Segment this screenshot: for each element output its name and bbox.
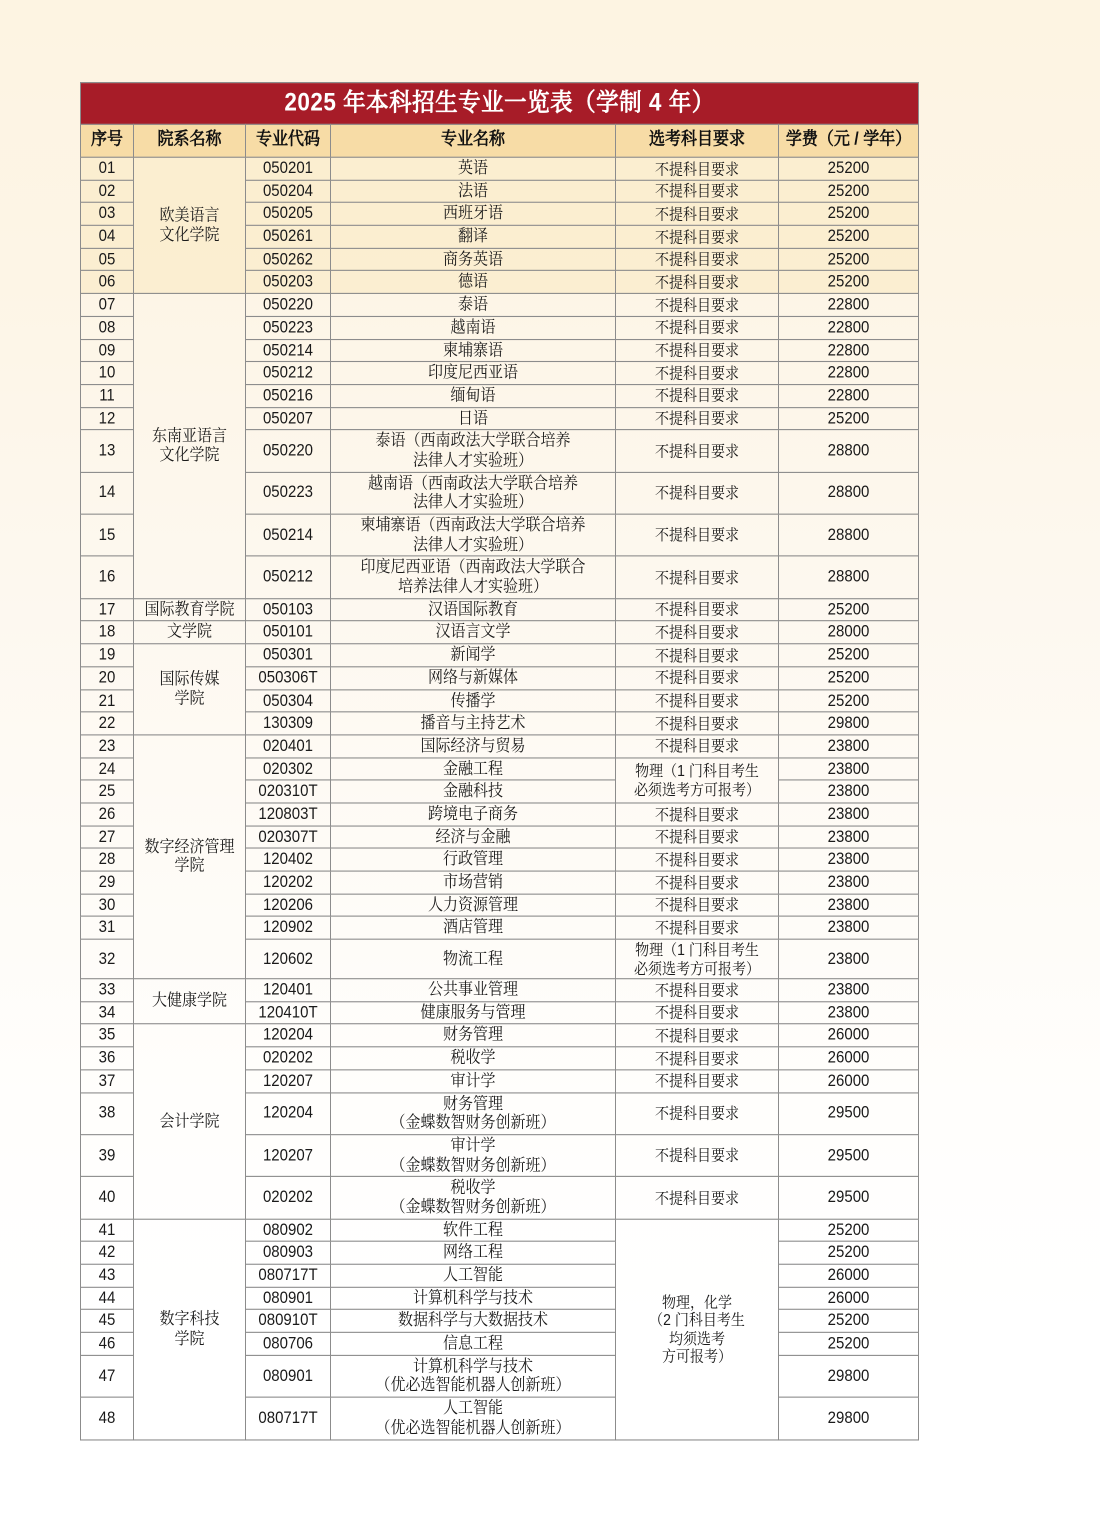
cell-tuition: 23800	[779, 735, 919, 758]
cell-major-code: 080903	[246, 1242, 331, 1265]
cell-tuition: 23800	[779, 1002, 919, 1025]
cell-tuition: 25200	[779, 689, 919, 712]
cell-tuition: 23800	[779, 848, 919, 871]
table-row	[81, 644, 919, 667]
cell-seq: 18	[81, 621, 134, 644]
cell-major-name: 跨境电子商务	[331, 803, 616, 826]
cell-subject-requirement: 物理（1 门科目考生 必须选考方可报考）	[616, 939, 779, 979]
cell-major-name: 财务管理 （金蝶数智财务创新班）	[331, 1092, 616, 1134]
cell-major-code: 120206	[246, 894, 331, 917]
cell-major-name: 缅甸语	[331, 384, 616, 407]
cell-subject-requirement: 不提科目要求	[616, 316, 779, 339]
cell-tuition: 25200	[779, 1219, 919, 1242]
cell-major-name: 柬埔寨语（西南政法大学联合培养 法律人才实验班）	[331, 514, 616, 556]
cell-seq: 13	[81, 430, 134, 472]
cell-subject-requirement: 不提科目要求	[616, 294, 779, 317]
cell-seq: 39	[81, 1135, 134, 1177]
cell-seq: 08	[81, 316, 134, 339]
cell-tuition: 25200	[779, 203, 919, 226]
cell-seq: 14	[81, 472, 134, 514]
cell-major-code: 050220	[246, 430, 331, 472]
cell-seq: 40	[81, 1177, 134, 1219]
cell-subject-requirement: 不提科目要求	[616, 1177, 779, 1219]
cell-seq: 35	[81, 1024, 134, 1047]
cell-major-name: 数据科学与大数据技术	[331, 1310, 616, 1333]
cell-seq: 22	[81, 712, 134, 735]
cell-seq: 30	[81, 894, 134, 917]
cell-subject-requirement: 不提科目要求	[616, 712, 779, 735]
cell-major-code: 020401	[246, 735, 331, 758]
cell-seq: 19	[81, 644, 134, 667]
cell-subject-requirement: 不提科目要求	[616, 407, 779, 430]
cell-seq: 38	[81, 1092, 134, 1134]
cell-seq: 36	[81, 1047, 134, 1070]
table-body	[81, 157, 919, 1439]
cell-tuition: 29500	[779, 1135, 919, 1177]
cell-major-name: 行政管理	[331, 848, 616, 871]
cell-major-name: 财务管理	[331, 1024, 616, 1047]
cell-major-name: 德语	[331, 271, 616, 294]
cell-major-name: 税收学	[331, 1047, 616, 1070]
cell-major-code: 050214	[246, 514, 331, 556]
table-head	[81, 83, 919, 158]
cell-department: 会计学院	[134, 1024, 246, 1219]
cell-subject-requirement: 不提科目要求	[616, 339, 779, 362]
cell-subject-requirement: 不提科目要求	[616, 248, 779, 271]
cell-subject-requirement: 不提科目要求	[616, 1092, 779, 1134]
column-header-major-name: 专业名称	[331, 124, 616, 157]
cell-seq: 25	[81, 780, 134, 803]
cell-subject-requirement: 不提科目要求	[616, 979, 779, 1002]
cell-tuition: 25200	[779, 598, 919, 621]
cell-major-name: 国际经济与贸易	[331, 735, 616, 758]
cell-major-code: 080717T	[246, 1397, 331, 1439]
cell-major-name: 人工智能 （优必选智能机器人创新班）	[331, 1397, 616, 1439]
cell-seq: 23	[81, 735, 134, 758]
cell-major-code: 130309	[246, 712, 331, 735]
cell-seq: 02	[81, 180, 134, 203]
cell-major-code: 120902	[246, 917, 331, 940]
cell-seq: 04	[81, 225, 134, 248]
cell-tuition: 28800	[779, 514, 919, 556]
cell-subject-requirement: 不提科目要求	[616, 621, 779, 644]
cell-seq: 46	[81, 1332, 134, 1355]
cell-major-code: 050262	[246, 248, 331, 271]
cell-seq: 47	[81, 1355, 134, 1397]
cell-tuition: 29500	[779, 1177, 919, 1219]
cell-seq: 15	[81, 514, 134, 556]
cell-seq: 03	[81, 203, 134, 226]
cell-tuition: 23800	[779, 826, 919, 849]
cell-major-code: 120401	[246, 979, 331, 1002]
cell-subject-requirement: 不提科目要求	[616, 1047, 779, 1070]
cell-seq: 06	[81, 271, 134, 294]
cell-major-code: 080901	[246, 1355, 331, 1397]
cell-seq: 37	[81, 1070, 134, 1093]
cell-seq: 33	[81, 979, 134, 1002]
cell-subject-requirement: 不提科目要求	[616, 384, 779, 407]
cell-major-name: 越南语（西南政法大学联合培养 法律人才实验班）	[331, 472, 616, 514]
cell-seq: 26	[81, 803, 134, 826]
cell-major-code: 050304	[246, 689, 331, 712]
cell-major-code: 050103	[246, 598, 331, 621]
cell-subject-requirement: 不提科目要求	[616, 1135, 779, 1177]
cell-major-code: 020202	[246, 1177, 331, 1219]
cell-major-name: 经济与金融	[331, 826, 616, 849]
cell-tuition: 26000	[779, 1264, 919, 1287]
cell-major-code: 050214	[246, 339, 331, 362]
cell-seq: 17	[81, 598, 134, 621]
cell-major-name: 计算机科学与技术 （优必选智能机器人创新班）	[331, 1355, 616, 1397]
cell-major-name: 传播学	[331, 689, 616, 712]
cell-seq: 32	[81, 939, 134, 979]
cell-tuition: 29800	[779, 712, 919, 735]
cell-tuition: 25200	[779, 225, 919, 248]
column-header-subject-requirement: 选考科目要求	[616, 124, 779, 157]
column-header-major-code: 专业代码	[246, 124, 331, 157]
cell-tuition: 25200	[779, 407, 919, 430]
cell-tuition: 25200	[779, 1332, 919, 1355]
cell-major-name: 网络工程	[331, 1242, 616, 1265]
cell-subject-requirement: 不提科目要求	[616, 180, 779, 203]
cell-major-code: 050212	[246, 556, 331, 598]
cell-seq: 34	[81, 1002, 134, 1025]
cell-department: 国际教育学院	[134, 598, 246, 621]
cell-seq: 09	[81, 339, 134, 362]
cell-major-code: 050207	[246, 407, 331, 430]
cell-major-code: 120410T	[246, 1002, 331, 1025]
cell-major-name: 网络与新媒体	[331, 667, 616, 690]
cell-major-code: 050216	[246, 384, 331, 407]
cell-subject-requirement: 不提科目要求	[616, 430, 779, 472]
cell-major-code: 080901	[246, 1287, 331, 1310]
cell-major-name: 信息工程	[331, 1332, 616, 1355]
cell-major-name: 计算机科学与技术	[331, 1287, 616, 1310]
cell-tuition: 22800	[779, 294, 919, 317]
cell-major-name: 印度尼西亚语（西南政法大学联合 培养法律人才实验班）	[331, 556, 616, 598]
cell-tuition: 22800	[779, 362, 919, 385]
cell-seq: 10	[81, 362, 134, 385]
table-title-row	[81, 83, 919, 125]
cell-tuition: 23800	[779, 894, 919, 917]
cell-major-name: 软件工程	[331, 1219, 616, 1242]
cell-major-name: 柬埔寨语	[331, 339, 616, 362]
cell-major-code: 120202	[246, 871, 331, 894]
cell-seq: 01	[81, 157, 134, 180]
cell-department: 大健康学院	[134, 979, 246, 1024]
cell-major-name: 审计学	[331, 1070, 616, 1093]
cell-tuition: 25200	[779, 1310, 919, 1333]
cell-major-code: 020307T	[246, 826, 331, 849]
cell-seq: 21	[81, 689, 134, 712]
cell-major-code: 050203	[246, 271, 331, 294]
cell-tuition: 22800	[779, 316, 919, 339]
cell-major-code: 050212	[246, 362, 331, 385]
cell-major-code: 050301	[246, 644, 331, 667]
cell-tuition: 28800	[779, 472, 919, 514]
majors-table	[80, 82, 919, 1440]
cell-major-code: 080902	[246, 1219, 331, 1242]
cell-major-code: 080910T	[246, 1310, 331, 1333]
majors-table-container	[80, 82, 918, 1438]
cell-tuition: 28000	[779, 621, 919, 644]
cell-subject-requirement: 不提科目要求	[616, 803, 779, 826]
cell-seq: 27	[81, 826, 134, 849]
cell-major-name: 健康服务与管理	[331, 1002, 616, 1025]
cell-seq: 28	[81, 848, 134, 871]
cell-department: 国际传媒 学院	[134, 644, 246, 735]
cell-major-code: 120207	[246, 1135, 331, 1177]
cell-seq: 41	[81, 1219, 134, 1242]
cell-subject-requirement: 不提科目要求	[616, 203, 779, 226]
cell-major-name: 审计学 （金蝶数智财务创新班）	[331, 1135, 616, 1177]
cell-major-code: 020310T	[246, 780, 331, 803]
cell-tuition: 25200	[779, 271, 919, 294]
cell-seq: 31	[81, 917, 134, 940]
cell-tuition: 25200	[779, 1242, 919, 1265]
cell-major-name: 汉语国际教育	[331, 598, 616, 621]
cell-major-code: 020202	[246, 1047, 331, 1070]
cell-tuition: 26000	[779, 1070, 919, 1093]
cell-tuition: 28800	[779, 556, 919, 598]
cell-major-name: 税收学 （金蝶数智财务创新班）	[331, 1177, 616, 1219]
cell-subject-requirement: 不提科目要求	[616, 362, 779, 385]
cell-tuition: 29800	[779, 1355, 919, 1397]
cell-major-name: 金融科技	[331, 780, 616, 803]
cell-subject-requirement: 不提科目要求	[616, 848, 779, 871]
cell-tuition: 23800	[779, 939, 919, 979]
cell-tuition: 25200	[779, 667, 919, 690]
cell-tuition: 26000	[779, 1287, 919, 1310]
cell-major-code: 050223	[246, 316, 331, 339]
cell-subject-requirement: 不提科目要求	[616, 917, 779, 940]
cell-subject-requirement: 不提科目要求	[616, 826, 779, 849]
cell-major-code: 050223	[246, 472, 331, 514]
cell-tuition: 23800	[779, 780, 919, 803]
cell-seq: 20	[81, 667, 134, 690]
cell-subject-requirement: 不提科目要求	[616, 556, 779, 598]
cell-major-name: 泰语（西南政法大学联合培养 法律人才实验班）	[331, 430, 616, 472]
cell-major-name: 英语	[331, 157, 616, 180]
table-row	[81, 735, 919, 758]
cell-seq: 45	[81, 1310, 134, 1333]
cell-seq: 24	[81, 757, 134, 780]
cell-major-code: 120402	[246, 848, 331, 871]
cell-subject-requirement: 不提科目要求	[616, 472, 779, 514]
cell-subject-requirement: 物理，化学 （2 门科目考生 均须选考 方可报考）	[616, 1219, 779, 1440]
cell-tuition: 22800	[779, 339, 919, 362]
cell-major-name: 酒店管理	[331, 917, 616, 940]
cell-major-code: 050101	[246, 621, 331, 644]
cell-major-code: 050201	[246, 157, 331, 180]
cell-seq: 05	[81, 248, 134, 271]
cell-department: 数字经济管理 学院	[134, 735, 246, 979]
cell-major-name: 播音与主持艺术	[331, 712, 616, 735]
table-row	[81, 1219, 919, 1242]
cell-major-name: 法语	[331, 180, 616, 203]
cell-tuition: 22800	[779, 384, 919, 407]
cell-subject-requirement: 不提科目要求	[616, 271, 779, 294]
cell-major-code: 050205	[246, 203, 331, 226]
cell-tuition: 23800	[779, 757, 919, 780]
cell-subject-requirement: 不提科目要求	[616, 689, 779, 712]
cell-major-code: 120602	[246, 939, 331, 979]
cell-tuition: 23800	[779, 803, 919, 826]
cell-major-name: 印度尼西亚语	[331, 362, 616, 385]
cell-subject-requirement: 不提科目要求	[616, 598, 779, 621]
cell-department: 东南亚语言 文化学院	[134, 294, 246, 599]
cell-department: 文学院	[134, 621, 246, 644]
cell-major-code: 050204	[246, 180, 331, 203]
cell-major-code: 120207	[246, 1070, 331, 1093]
cell-seq: 42	[81, 1242, 134, 1265]
table-row	[81, 1024, 919, 1047]
cell-subject-requirement: 不提科目要求	[616, 735, 779, 758]
column-header-row	[81, 124, 919, 157]
cell-subject-requirement: 不提科目要求	[616, 1002, 779, 1025]
cell-tuition: 25200	[779, 180, 919, 203]
cell-major-code: 080717T	[246, 1264, 331, 1287]
cell-seq: 12	[81, 407, 134, 430]
cell-major-name: 市场营销	[331, 871, 616, 894]
cell-tuition: 29500	[779, 1092, 919, 1134]
cell-major-name: 日语	[331, 407, 616, 430]
cell-major-name: 公共事业管理	[331, 979, 616, 1002]
cell-tuition: 28800	[779, 430, 919, 472]
cell-major-name: 西班牙语	[331, 203, 616, 226]
cell-major-name: 物流工程	[331, 939, 616, 979]
cell-tuition: 23800	[779, 979, 919, 1002]
cell-tuition: 23800	[779, 871, 919, 894]
cell-tuition: 25200	[779, 248, 919, 271]
cell-major-code: 120204	[246, 1024, 331, 1047]
table-row	[81, 294, 919, 317]
cell-major-name: 人力资源管理	[331, 894, 616, 917]
cell-tuition: 25200	[779, 157, 919, 180]
cell-tuition: 26000	[779, 1024, 919, 1047]
cell-major-code: 050220	[246, 294, 331, 317]
cell-tuition: 26000	[779, 1047, 919, 1070]
cell-major-name: 金融工程	[331, 757, 616, 780]
cell-subject-requirement: 不提科目要求	[616, 1024, 779, 1047]
cell-subject-requirement: 不提科目要求	[616, 667, 779, 690]
page-title: 2025 年本科招生专业一览表（学制 4 年）	[81, 83, 919, 125]
cell-subject-requirement: 不提科目要求	[616, 871, 779, 894]
cell-subject-requirement: 不提科目要求	[616, 1070, 779, 1093]
table-row	[81, 621, 919, 644]
cell-seq: 07	[81, 294, 134, 317]
cell-tuition: 23800	[779, 917, 919, 940]
cell-seq: 29	[81, 871, 134, 894]
cell-major-code: 050261	[246, 225, 331, 248]
cell-subject-requirement: 不提科目要求	[616, 644, 779, 667]
cell-department: 数字科技 学院	[134, 1219, 246, 1440]
cell-major-name: 商务英语	[331, 248, 616, 271]
cell-major-name: 越南语	[331, 316, 616, 339]
cell-seq: 43	[81, 1264, 134, 1287]
cell-seq: 44	[81, 1287, 134, 1310]
cell-major-code: 020302	[246, 757, 331, 780]
cell-subject-requirement: 物理（1 门科目考生 必须选考方可报考）	[616, 757, 779, 802]
cell-subject-requirement: 不提科目要求	[616, 225, 779, 248]
cell-major-name: 汉语言文学	[331, 621, 616, 644]
cell-major-name: 人工智能	[331, 1264, 616, 1287]
cell-major-name: 新闻学	[331, 644, 616, 667]
cell-tuition: 29800	[779, 1397, 919, 1439]
table-row	[81, 598, 919, 621]
cell-seq: 48	[81, 1397, 134, 1439]
cell-major-name: 泰语	[331, 294, 616, 317]
cell-subject-requirement: 不提科目要求	[616, 514, 779, 556]
cell-major-code: 120803T	[246, 803, 331, 826]
cell-major-code: 120204	[246, 1092, 331, 1134]
column-header-seq: 序号	[81, 124, 134, 157]
table-row	[81, 979, 919, 1002]
cell-tuition: 25200	[779, 644, 919, 667]
cell-major-name: 翻译	[331, 225, 616, 248]
cell-seq: 16	[81, 556, 134, 598]
column-header-tuition: 学费（元 / 学年）	[779, 124, 919, 157]
cell-subject-requirement: 不提科目要求	[616, 894, 779, 917]
table-row	[81, 157, 919, 180]
cell-seq: 11	[81, 384, 134, 407]
column-header-department: 院系名称	[134, 124, 246, 157]
cell-major-code: 050306T	[246, 667, 331, 690]
cell-major-code: 080706	[246, 1332, 331, 1355]
cell-subject-requirement: 不提科目要求	[616, 157, 779, 180]
cell-department: 欧美语言 文化学院	[134, 157, 246, 293]
